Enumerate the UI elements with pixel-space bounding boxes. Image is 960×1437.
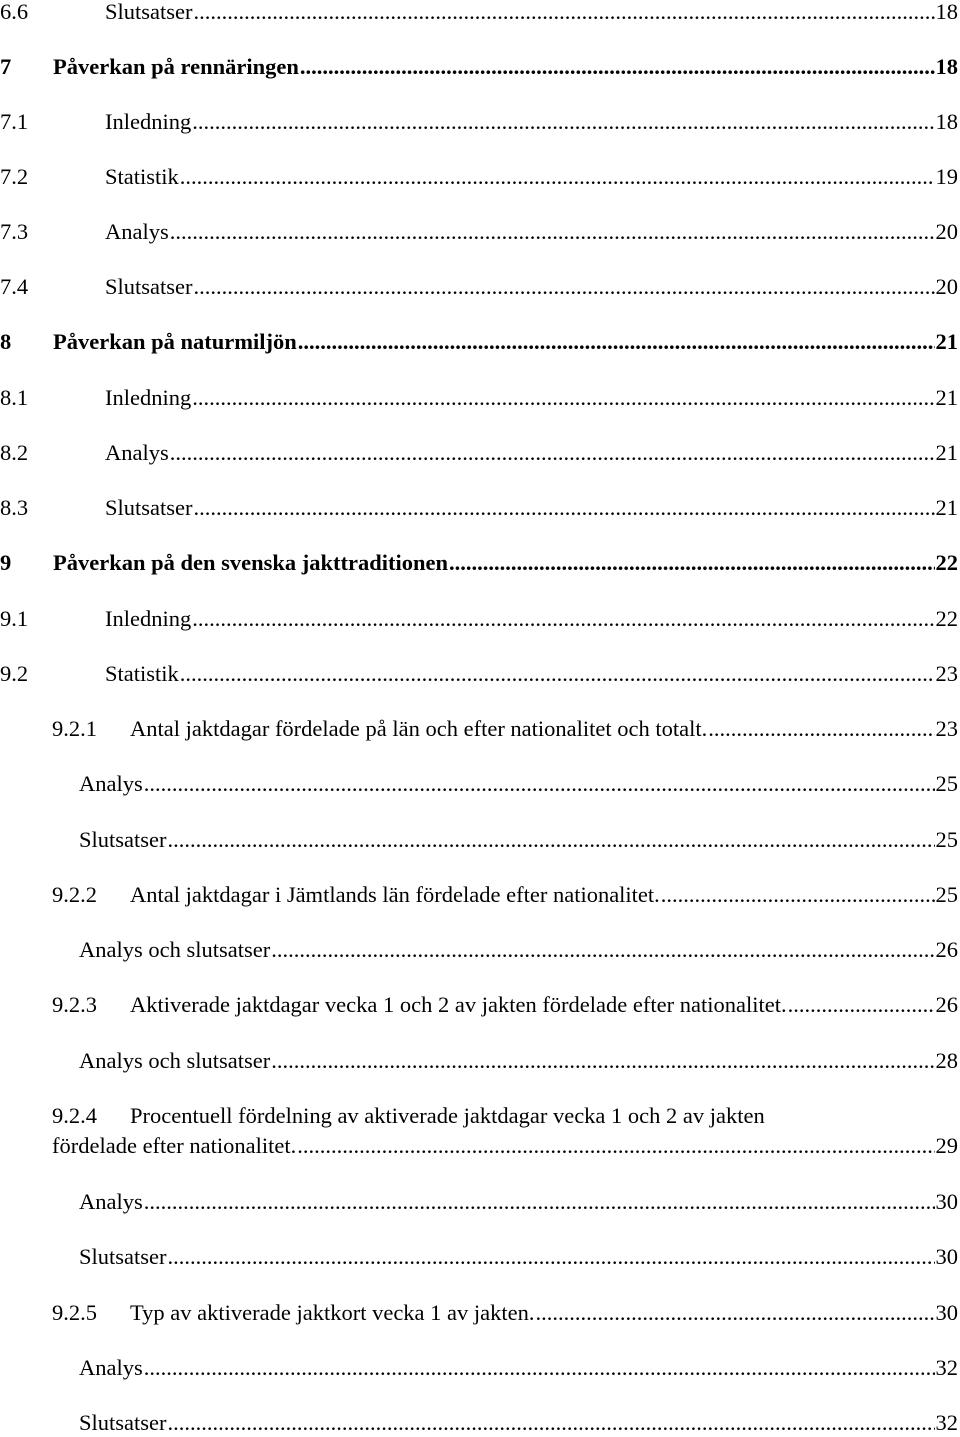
toc-entry-page: 26 — [935, 992, 958, 1017]
toc-leader-dots — [194, 0, 935, 26]
toc-entry-page: 28 — [935, 1048, 958, 1073]
toc-entry-title: Antal jaktdagar i Jämtlands län fördelade efter nationalitet. — [130, 882, 660, 907]
toc-entry-number: 7.4 — [0, 274, 29, 299]
toc-leader-dots — [168, 826, 935, 854]
toc-entry-number: 9.2.5 — [52, 1300, 97, 1325]
toc-leader-dots — [144, 1188, 935, 1216]
toc-entry-page: 21 — [935, 440, 958, 465]
toc-leader-dots — [300, 53, 935, 81]
toc-entry-number: 6.6 — [0, 0, 29, 24]
toc-entry-page: 21 — [935, 385, 958, 410]
toc-entry-number: 7 — [0, 54, 12, 79]
toc-leader-dots — [180, 660, 935, 688]
toc-leader-dots — [192, 108, 934, 136]
toc-entry-number: 9.2.4 — [52, 1103, 97, 1128]
toc-entry-title: Inledning — [105, 109, 192, 134]
toc-entry-number: 8 — [0, 329, 12, 354]
toc-entry-title: Slutsatser — [105, 0, 193, 24]
toc-leader-dots — [170, 439, 935, 467]
toc-entry-title: Analys — [79, 1189, 143, 1214]
toc-entry-number: 7.2 — [0, 164, 29, 189]
toc-entry-title: Statistik — [105, 164, 179, 189]
toc-leader-dots — [708, 715, 934, 743]
toc-entry-page: 30 — [935, 1300, 958, 1325]
toc-entry-title: Analys — [105, 440, 169, 465]
toc-leader-dots — [194, 273, 935, 301]
toc-entry-title: Slutsatser — [79, 1410, 167, 1435]
toc-leader-dots — [168, 1409, 935, 1437]
toc-entry-page: 32 — [935, 1355, 958, 1380]
toc-entry-page: 21 — [935, 495, 958, 520]
toc-entry-number: 7.3 — [0, 219, 29, 244]
toc-entry-page: 30 — [935, 1189, 958, 1214]
toc-entry-number: 9.1 — [0, 606, 29, 631]
toc-leader-dots — [449, 549, 934, 577]
toc-entry-title: Slutsatser — [105, 495, 193, 520]
toc-entry-title: Påverkan på den svenska jakttraditionen — [53, 550, 449, 575]
toc-entry-number: 8.2 — [0, 440, 29, 465]
toc-entry-page: 21 — [935, 329, 958, 354]
toc-entry-number: 8.3 — [0, 495, 29, 520]
toc-entry-page: 26 — [935, 937, 958, 962]
toc-leader-dots — [170, 218, 935, 246]
toc-entry-page: 18 — [935, 109, 958, 134]
toc-entry-number: 9.2 — [0, 661, 29, 686]
toc-leader-dots — [168, 1243, 935, 1271]
toc-entry-number: 9.2.2 — [52, 882, 97, 907]
toc-entry-title: Antal jaktdagar fördelade på län och efter nationalitet och totalt. — [130, 716, 708, 741]
toc-leader-dots — [298, 328, 935, 356]
toc-entry-title: Analys — [105, 219, 169, 244]
toc-entry-title: Slutsatser — [105, 274, 193, 299]
toc-entry-title: Aktiverade jaktdagar vecka 1 och 2 av jakten fördelade efter nationalitet. — [130, 992, 787, 1017]
toc-leader-dots — [194, 494, 935, 522]
toc-entry-title: Påverkan på rennäringen — [53, 54, 299, 79]
toc-entry-page: 32 — [935, 1410, 958, 1435]
toc-entry-page: 23 — [935, 716, 958, 741]
toc-leader-dots — [271, 1047, 934, 1075]
toc-entry-page: 25 — [935, 882, 958, 907]
toc-leader-dots — [192, 605, 934, 633]
toc-entry-title: Typ av aktiverade jaktkort vecka 1 av jakten. — [130, 1300, 535, 1325]
toc-leader-dots — [144, 770, 935, 798]
toc-entry-page: 18 — [935, 54, 958, 79]
toc-entry-page: 18 — [935, 0, 958, 24]
toc-entry-title-continued: fördelade efter nationalitet. — [52, 1133, 297, 1158]
toc-leader-dots — [144, 1354, 935, 1382]
toc-leader-dots — [536, 1299, 935, 1327]
toc-entry-page: 25 — [935, 771, 958, 796]
toc-leader-dots — [788, 991, 935, 1019]
toc-entry-title: Analys och slutsatser — [79, 937, 271, 962]
toc-leader-dots — [180, 163, 935, 191]
toc-entry-title: Statistik — [105, 661, 179, 686]
toc-entry-page: 25 — [935, 827, 958, 852]
toc-leader-dots — [192, 384, 934, 412]
toc-entry-title: Analys — [79, 771, 143, 796]
toc-entry-page: 30 — [935, 1244, 958, 1269]
toc-leader-dots — [297, 1132, 934, 1160]
toc-entry-title: Inledning — [105, 385, 192, 410]
toc-leader-dots — [661, 881, 935, 909]
toc-entry[interactable] — [0, 1102, 958, 1162]
toc-entry-title: Procentuell fördelning av aktiverade jaktdagar vecka 1 och 2 av jakten — [130, 1103, 765, 1128]
toc-entry-title: Analys — [79, 1355, 143, 1380]
toc-entry-number: 9.2.3 — [52, 992, 97, 1017]
toc-entry-page: 20 — [935, 274, 958, 299]
toc-entry-page: 22 — [935, 606, 958, 631]
toc-entry-number: 7.1 — [0, 109, 29, 134]
toc-entry-title: Slutsatser — [79, 1244, 167, 1269]
toc-leader-dots — [271, 936, 934, 964]
toc-entry-page: 29 — [935, 1133, 958, 1158]
toc-entry-number: 8.1 — [0, 385, 29, 410]
toc-entry-page: 23 — [935, 661, 958, 686]
toc-entry-title: Analys och slutsatser — [79, 1048, 271, 1073]
toc-entry-number: 9.2.1 — [52, 716, 97, 741]
toc-entry-number: 9 — [0, 550, 12, 575]
toc-entry-page: 19 — [935, 164, 958, 189]
toc-entry-title: Påverkan på naturmiljön — [53, 329, 297, 354]
toc-entry-page: 20 — [935, 219, 958, 244]
toc-entry-page: 22 — [935, 550, 958, 575]
toc-entry-title: Slutsatser — [79, 827, 167, 852]
toc-entry-title: Inledning — [105, 606, 192, 631]
